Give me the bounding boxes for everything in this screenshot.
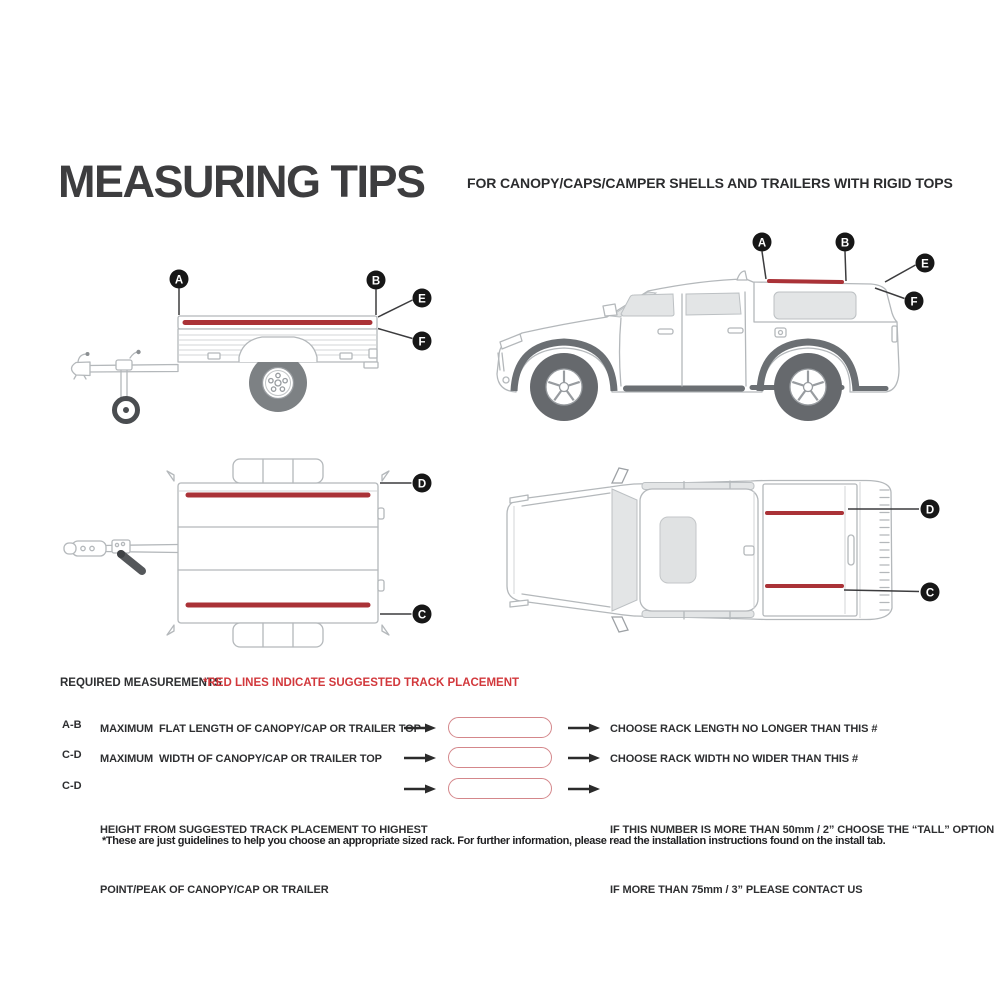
svg-text:A: A bbox=[174, 274, 184, 287]
sunroof bbox=[660, 517, 696, 583]
trailer-fender-top bbox=[233, 459, 323, 483]
measurement-key: A-B bbox=[62, 719, 82, 731]
measurement-guidance: IF THIS NUMBER IS MORE THAN 50mm / 2” CHOOSE THE “TALL” OPTION IF MORE THAN 75mm / 3” PLEASE CONTACT US bbox=[610, 824, 995, 896]
fuel-door bbox=[775, 328, 786, 337]
measurement-key: C-D bbox=[62, 749, 82, 761]
measurement-key: C-D bbox=[62, 780, 82, 792]
trailer-box-top bbox=[178, 483, 378, 623]
marker-e bbox=[916, 254, 935, 273]
page-subtitle: FOR CANOPY/CAPS/CAMPER SHELLS AND TRAILERS WITH RIGID TOPS bbox=[467, 175, 953, 191]
antenna-fin bbox=[737, 271, 747, 280]
marker-a bbox=[753, 233, 772, 252]
arrow-icon bbox=[567, 722, 601, 734]
trailer-fender-bottom bbox=[233, 623, 323, 647]
arrow-icon bbox=[403, 722, 437, 734]
left-mirror bbox=[612, 468, 628, 483]
fill-in-box bbox=[448, 747, 552, 768]
measurement-guidance: CHOOSE RACK WIDTH NO WIDER THAN THIS # bbox=[610, 753, 858, 765]
required-measurements-heading: REQUIRED MEASUREMENTS bbox=[60, 677, 222, 689]
marker-d bbox=[921, 500, 940, 519]
svg-text:B: B bbox=[840, 237, 850, 250]
trailer-wheel bbox=[249, 354, 307, 412]
svg-text:D: D bbox=[925, 504, 935, 517]
arrow-icon bbox=[567, 752, 601, 764]
marker-e bbox=[413, 289, 432, 308]
svg-text:E: E bbox=[921, 258, 929, 271]
track-placement-line bbox=[769, 281, 842, 282]
marker-c bbox=[921, 583, 940, 602]
trailer-fender bbox=[239, 337, 317, 362]
rear-door-handle bbox=[728, 328, 743, 333]
svg-text:F: F bbox=[910, 296, 918, 309]
guidelines-footnote: *These are just guidelines to help you choose an appropriate sized rack. For further information, please read the installation instructions found on the install tab. bbox=[102, 835, 886, 847]
trailer-top-view-diagram bbox=[58, 452, 453, 662]
front-door-handle bbox=[658, 329, 673, 334]
trailer-jockey-wheel bbox=[115, 350, 141, 422]
truck-rear-wheel bbox=[774, 353, 842, 421]
windshield-top bbox=[612, 489, 637, 611]
svg-text:B: B bbox=[371, 275, 381, 288]
third-brake-light bbox=[744, 546, 754, 555]
truck-side-drawing bbox=[497, 271, 899, 421]
marker-d bbox=[413, 474, 432, 493]
measurement-description: HEIGHT FROM SUGGESTED TRACK PLACEMENT TO HIGHEST POINT/PEAK OF CANOPY/CAP OR TRAILER bbox=[100, 824, 428, 896]
track-placement-note: *RED LINES INDICATE SUGGESTED TRACK PLACEMENT bbox=[203, 677, 520, 689]
marker-a bbox=[170, 270, 189, 289]
page-title: MEASURING TIPS bbox=[58, 156, 425, 207]
marker-f bbox=[413, 332, 432, 351]
trailer-top-drawing bbox=[64, 459, 389, 647]
marker-b bbox=[367, 271, 386, 290]
svg-text:D: D bbox=[417, 478, 427, 491]
measurement-guidance: CHOOSE RACK LENGTH NO LONGER THAN THIS # bbox=[610, 723, 878, 735]
svg-text:E: E bbox=[418, 293, 426, 306]
trailer-drawbar bbox=[88, 365, 178, 373]
svg-text:C: C bbox=[417, 609, 427, 622]
arrow-icon bbox=[567, 783, 601, 795]
arrow-icon bbox=[403, 752, 437, 764]
taillight bbox=[892, 326, 897, 342]
truck-top-view-diagram bbox=[498, 462, 948, 647]
marker-f bbox=[905, 292, 924, 311]
cab-roof bbox=[640, 489, 758, 611]
trailer-side-drawing bbox=[72, 316, 379, 422]
truck-side-view-diagram bbox=[490, 222, 950, 435]
arrow-icon bbox=[403, 783, 437, 795]
trailer-hitch-coupler bbox=[72, 362, 91, 376]
svg-text:F: F bbox=[418, 336, 426, 349]
svg-text:A: A bbox=[757, 237, 767, 250]
front-door-window bbox=[621, 294, 674, 316]
fill-in-box bbox=[448, 778, 552, 799]
rear-door-window bbox=[686, 293, 741, 315]
svg-text:C: C bbox=[925, 587, 935, 600]
trailer-side-view-diagram bbox=[58, 250, 453, 450]
truck-front-wheel bbox=[530, 353, 598, 421]
measurement-description: MAXIMUM WIDTH OF CANOPY/CAP OR TRAILER TOP bbox=[100, 753, 382, 765]
side-mirror bbox=[603, 304, 617, 316]
canopy-door-handle bbox=[848, 535, 854, 565]
fill-in-box bbox=[448, 717, 552, 738]
truck-top-drawing bbox=[507, 468, 892, 632]
right-mirror bbox=[612, 617, 628, 632]
canopy-side-window bbox=[774, 292, 856, 319]
marker-b bbox=[836, 233, 855, 252]
measurement-description: MAXIMUM FLAT LENGTH OF CANOPY/CAP OR TRAILER TOP bbox=[100, 723, 421, 735]
marker-c bbox=[413, 605, 432, 624]
